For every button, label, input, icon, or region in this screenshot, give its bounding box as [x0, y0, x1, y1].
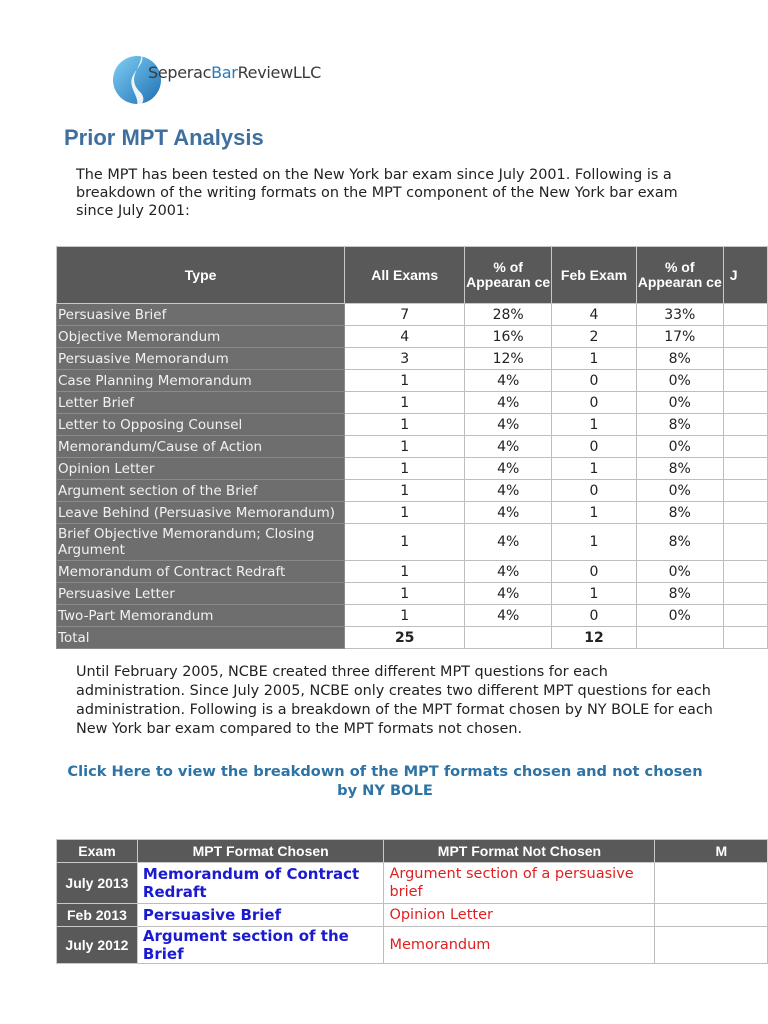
- total-pct: [465, 627, 552, 649]
- row-extra: [655, 927, 768, 964]
- row-feb-pct: 17%: [636, 326, 723, 348]
- header-type: Type: [57, 247, 345, 304]
- total-feb-pct: [636, 627, 723, 649]
- table-row: [57, 480, 768, 502]
- row-all: 1: [345, 436, 465, 458]
- row-all: 1: [345, 524, 465, 561]
- row-july: [723, 605, 767, 627]
- row-pct: 4%: [465, 458, 552, 480]
- header-exam: Exam: [57, 840, 138, 863]
- row-feb: 1: [552, 524, 637, 561]
- page-title: Prior MPT Analysis: [64, 125, 264, 150]
- row-feb: 1: [552, 502, 637, 524]
- row-pct: 4%: [465, 370, 552, 392]
- row-type: Persuasive Memorandum: [57, 348, 345, 370]
- row-july: [723, 370, 767, 392]
- ncbe-paragraph: Until February 2005, NCBE created three different MPT questions for each administration. Since July 2005, NCBE only creates two different MPT questions for each administration. Following is a breakdown of the MPT format chosen by NY BOLE for each New York bar exam compared to the MPT formats not chosen.: [76, 664, 713, 737]
- table-row: [57, 583, 768, 605]
- row-type: Persuasive Brief: [57, 304, 345, 326]
- row-pct: 16%: [465, 326, 552, 348]
- intro-paragraph: The MPT has been tested on the New York bar exam since July 2001. Following is a breakdown of the writing formats on the MPT component of the New York bar exam since July 2001:: [76, 167, 678, 219]
- row-feb-pct: 33%: [636, 304, 723, 326]
- header-extra: M: [655, 840, 768, 863]
- row-all: 1: [345, 583, 465, 605]
- row-feb: 1: [552, 348, 637, 370]
- row-type: Memorandum of Contract Redraft: [57, 561, 345, 583]
- row-feb-pct: 0%: [636, 480, 723, 502]
- row-all: 3: [345, 348, 465, 370]
- logo-wordmark: SeperacBarReviewLLC: [148, 63, 321, 82]
- row-type: Brief Objective Memorandum; Closing Argument: [57, 524, 345, 561]
- row-pct: 4%: [465, 436, 552, 458]
- row-format-chosen: Memorandum of Contract Redraft: [137, 863, 384, 904]
- row-all: 4: [345, 326, 465, 348]
- row-type: Argument section of the Brief: [57, 480, 345, 502]
- row-july: [723, 561, 767, 583]
- header-pct-appearance: % of Appearan ce: [465, 247, 552, 304]
- row-format-not-chosen: Argument section of a persuasive brief: [384, 863, 655, 904]
- row-type: Leave Behind (Persuasive Memorandum): [57, 502, 345, 524]
- row-july: [723, 524, 767, 561]
- row-format-not-chosen: Opinion Letter: [384, 904, 655, 927]
- row-all: 1: [345, 502, 465, 524]
- row-type: Case Planning Memorandum: [57, 370, 345, 392]
- row-all: 7: [345, 304, 465, 326]
- table-row: [57, 348, 768, 370]
- row-feb: 0: [552, 370, 637, 392]
- chosen-formats-table: [56, 839, 768, 964]
- table-row: [57, 392, 768, 414]
- row-feb: 1: [552, 458, 637, 480]
- header-format-not-chosen: MPT Format Not Chosen: [384, 840, 655, 863]
- row-pct: 12%: [465, 348, 552, 370]
- row-all: 1: [345, 561, 465, 583]
- row-july: [723, 304, 767, 326]
- row-feb-pct: 8%: [636, 583, 723, 605]
- row-pct: 4%: [465, 583, 552, 605]
- row-all: 1: [345, 605, 465, 627]
- table-row: [57, 904, 768, 927]
- row-feb: 0: [552, 605, 637, 627]
- row-type: Letter Brief: [57, 392, 345, 414]
- row-extra: [655, 904, 768, 927]
- row-july: [723, 458, 767, 480]
- table-row: [57, 458, 768, 480]
- table-row: [57, 502, 768, 524]
- row-july: [723, 348, 767, 370]
- header-feb-exam: Feb Exam: [552, 247, 637, 304]
- table-header-row: [57, 840, 768, 863]
- table-row: [57, 605, 768, 627]
- row-format-chosen: Argument section of the Brief: [137, 927, 384, 964]
- total-july: [723, 627, 767, 649]
- row-type: Two-Part Memorandum: [57, 605, 345, 627]
- row-type: Objective Memorandum: [57, 326, 345, 348]
- row-pct: 4%: [465, 605, 552, 627]
- row-feb-pct: 0%: [636, 436, 723, 458]
- row-feb: 0: [552, 392, 637, 414]
- row-extra: [655, 863, 768, 904]
- row-feb-pct: 0%: [636, 561, 723, 583]
- header-all-exams: All Exams: [345, 247, 465, 304]
- row-feb: 4: [552, 304, 637, 326]
- table-row: [57, 370, 768, 392]
- total-label: Total: [57, 627, 345, 649]
- row-feb-pct: 8%: [636, 414, 723, 436]
- row-pct: 4%: [465, 561, 552, 583]
- row-type: Memorandum/Cause of Action: [57, 436, 345, 458]
- table-row: [57, 304, 768, 326]
- table-row: [57, 414, 768, 436]
- row-all: 1: [345, 480, 465, 502]
- row-feb-pct: 8%: [636, 502, 723, 524]
- row-feb-pct: 0%: [636, 605, 723, 627]
- company-logo: [110, 42, 370, 112]
- row-all: 1: [345, 458, 465, 480]
- header-july-exam: J: [723, 247, 767, 304]
- row-exam: July 2013: [57, 863, 138, 904]
- row-exam: Feb 2013: [57, 904, 138, 927]
- row-type: Persuasive Letter: [57, 583, 345, 605]
- total-all: 25: [345, 627, 465, 649]
- row-feb: 2: [552, 326, 637, 348]
- row-all: 1: [345, 370, 465, 392]
- row-july: [723, 392, 767, 414]
- row-pct: 4%: [465, 480, 552, 502]
- row-format-not-chosen: Memorandum: [384, 927, 655, 964]
- header-format-chosen: MPT Format Chosen: [137, 840, 384, 863]
- table-row: [57, 436, 768, 458]
- total-row: [57, 627, 768, 649]
- row-feb-pct: 0%: [636, 392, 723, 414]
- table-row: [57, 561, 768, 583]
- table-header-row: [57, 247, 768, 304]
- row-july: [723, 583, 767, 605]
- row-july: [723, 436, 767, 458]
- row-july: [723, 480, 767, 502]
- table-row: [57, 927, 768, 964]
- view-breakdown-link[interactable]: Click Here to view the breakdown of the MPT formats chosen and not chosen by NY BOLE: [67, 763, 703, 799]
- row-type: Letter to Opposing Counsel: [57, 414, 345, 436]
- row-pct: 4%: [465, 502, 552, 524]
- row-feb-pct: 8%: [636, 348, 723, 370]
- row-july: [723, 502, 767, 524]
- row-feb: 1: [552, 414, 637, 436]
- row-format-chosen: Persuasive Brief: [137, 904, 384, 927]
- row-feb-pct: 0%: [636, 370, 723, 392]
- row-feb-pct: 8%: [636, 458, 723, 480]
- row-feb: 0: [552, 561, 637, 583]
- row-pct: 28%: [465, 304, 552, 326]
- row-feb: 1: [552, 583, 637, 605]
- row-all: 1: [345, 414, 465, 436]
- header-feb-pct-appearance: % of Appearan ce: [636, 247, 723, 304]
- row-all: 1: [345, 392, 465, 414]
- total-feb: 12: [552, 627, 637, 649]
- mpt-format-table: [56, 246, 768, 649]
- table-row: [57, 326, 768, 348]
- row-feb: 0: [552, 436, 637, 458]
- row-pct: 4%: [465, 524, 552, 561]
- row-july: [723, 414, 767, 436]
- row-type: Opinion Letter: [57, 458, 345, 480]
- row-feb-pct: 8%: [636, 524, 723, 561]
- row-feb: 0: [552, 480, 637, 502]
- row-exam: July 2012: [57, 927, 138, 964]
- row-july: [723, 326, 767, 348]
- row-pct: 4%: [465, 392, 552, 414]
- table-row: [57, 524, 768, 561]
- table-row: [57, 863, 768, 904]
- row-pct: 4%: [465, 414, 552, 436]
